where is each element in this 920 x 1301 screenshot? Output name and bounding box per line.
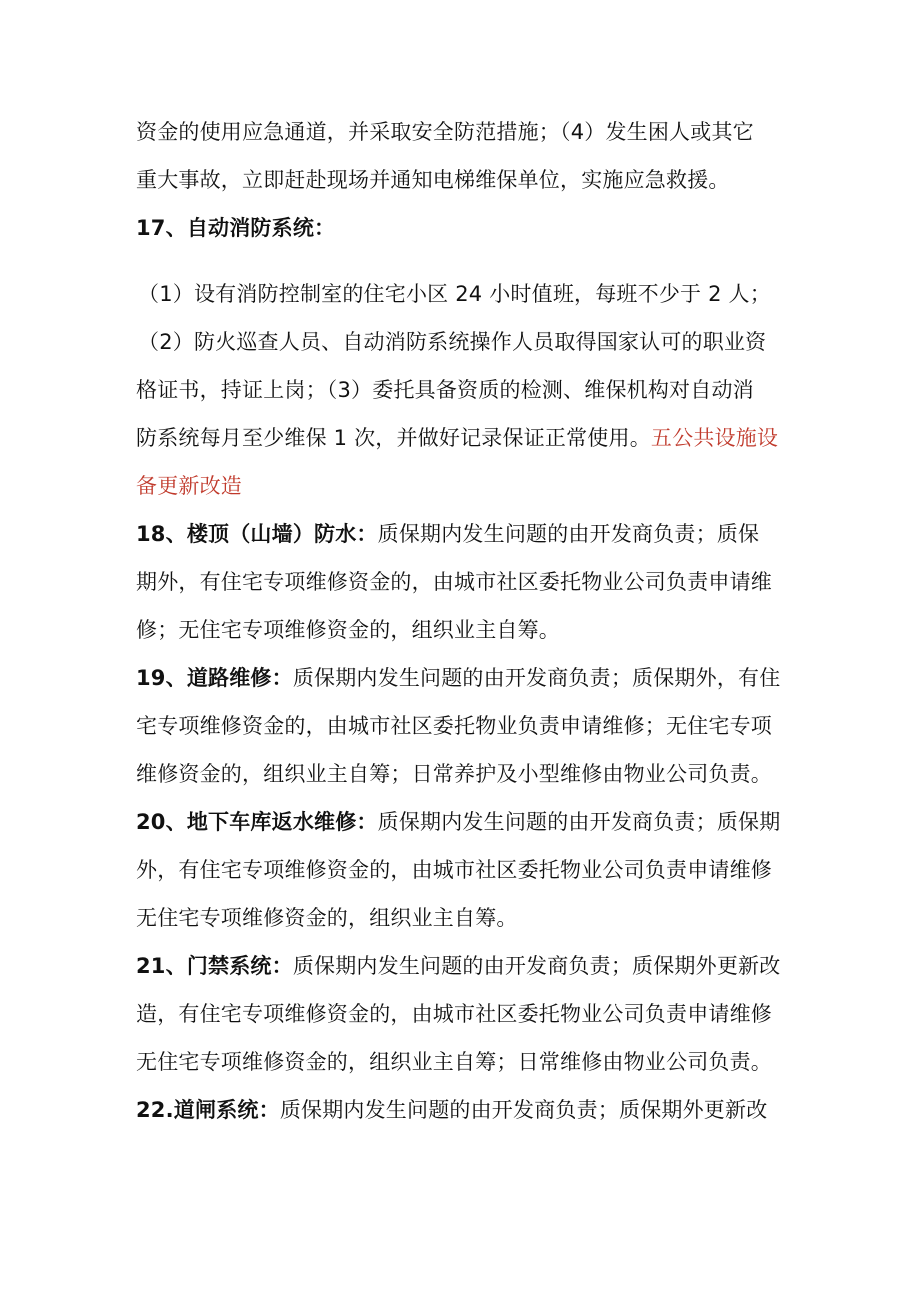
text-line: 维修资金的，组织业主自筹；日常养护及小型维修由物业公司负责。: [136, 762, 772, 786]
section-heading-21: 21、门禁系统：: [136, 954, 293, 978]
text-line: [136, 414, 796, 462]
text-segment: 质保期内发生问题的由开发商负责；质保期: [377, 810, 781, 834]
text-line: 期外，有住宅专项维修资金的，由城市社区委托物业公司负责申请维: [136, 570, 772, 594]
text-line: 宅专项维修资金的，由城市社区委托物业负责申请维修；无住宅专项: [136, 714, 772, 738]
text-line: 外，有住宅专项维修资金的，由城市社区委托物业公司负责申请维修: [136, 858, 772, 882]
text-line: 无住宅专项维修资金的，组织业主自筹。: [136, 906, 518, 930]
section-heading-17: 17、自动消防系统：: [136, 216, 336, 240]
text-line: （2）防火巡查人员、自动消防系统操作人员取得国家认可的职业资: [138, 330, 767, 354]
text-line: 修；无住宅专项维修资金的，组织业主自筹。: [136, 618, 560, 642]
text-segment: 质保期内发生问题的由开发商负责；质保期外更新改: [292, 954, 781, 978]
highlight-text: 备更新改造: [136, 474, 242, 498]
text-line: 重大事故，立即赶赴现场并通知电梯维保单位，实施应急救援。: [136, 168, 730, 192]
text-segment: 质保期内发生问题的由开发商负责；质保: [377, 522, 760, 546]
text-segment: 防系统每月至少维保 1 次，并做好记录保证正常使用。: [136, 426, 651, 450]
section-heading-22: 22.道闸系统：: [136, 1098, 280, 1122]
text-line: 资金的使用应急通道，并采取安全防范措施；（4）发生困人或其它: [136, 120, 754, 144]
section-heading-19: 19、道路维修：: [136, 666, 293, 690]
document-page: [136, 108, 796, 1134]
highlight-text: 五公共设施设: [650, 426, 779, 450]
text-segment: 质保期内发生问题的由开发商负责；质保期外更新改: [279, 1098, 768, 1122]
section-heading-18: 18、楼顶（山墙）防水：: [136, 522, 378, 546]
text-line: 格证书，持证上岗；（3）委托具备资质的检测、维保机构对自动消: [136, 378, 754, 402]
text-line: 造，有住宅专项维修资金的，由城市社区委托物业公司负责申请维修: [136, 1002, 772, 1026]
text-line: 无住宅专项维修资金的，组织业主自筹；日常维修由物业公司负责。: [136, 1050, 772, 1074]
section-heading-20: 20、地下车库返水维修：: [136, 810, 378, 834]
text-line: （1）设有消防控制室的住宅小区 24 小时值班，每班不少于 2 人；: [138, 282, 771, 306]
text-segment: 质保期内发生问题的由开发商负责；质保期外，有住: [292, 666, 781, 690]
